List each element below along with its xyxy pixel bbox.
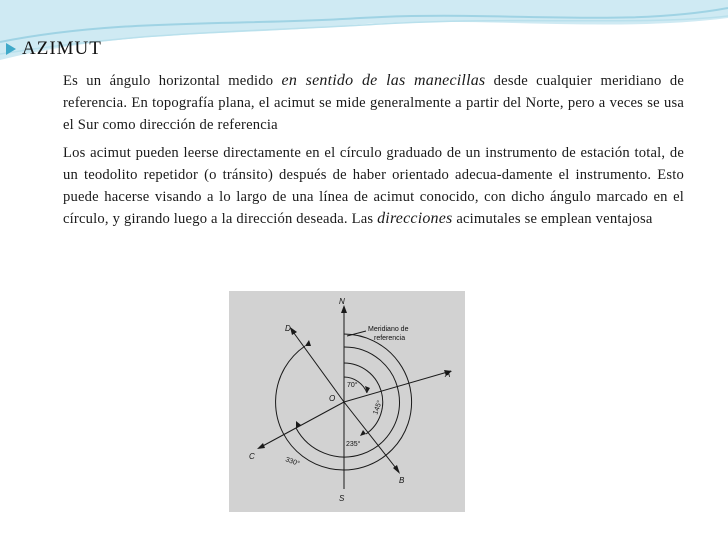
heading-row <box>6 38 102 60</box>
bullet-icon <box>6 43 16 55</box>
label-south: S <box>339 494 345 503</box>
label-angle-235: 235° <box>346 441 361 448</box>
paragraph-1 <box>63 70 684 136</box>
label-meridian-2: referencia <box>374 335 406 342</box>
arrow-145 <box>360 430 366 436</box>
label-angle-330: 330° <box>284 456 301 468</box>
label-b: B <box>399 476 405 485</box>
body-text <box>63 70 684 230</box>
label-angle-70: 70° <box>347 382 358 389</box>
paragraph-1-after: desde cualquier meridiano de referencia. En topografía plana, el acimut se mide generalmente a partir del Norte, pero a veces se usa el Sur como dirección de referencia <box>63 73 684 133</box>
paragraph-1-before: Es un ángulo horizontal medido <box>63 73 282 89</box>
line-ob <box>344 402 399 472</box>
label-a: A <box>445 370 451 379</box>
arrow-d <box>290 327 297 335</box>
decorative-wave <box>0 0 728 80</box>
label-angle-145: 145° <box>372 399 384 416</box>
slide-title: AZIMUT <box>22 38 102 59</box>
arc-145 <box>344 363 383 434</box>
paragraph-1-italic: en sentido de las manecillas <box>281 72 486 89</box>
paragraph-2-before: Los acimut pueden leerse directamente en el círculo graduado de un instrumento de estación total, de un teodolito repetidor (o tránsito) después de haber orientado adecua-damente el instrumento. Esto puede hacerse visando a lo largo de una línea de acimut conocido, con dicho ángulo marcado en el círculo, y girando luego a la dirección deseada. Las <box>63 145 684 227</box>
line-od <box>291 329 344 402</box>
line-oc <box>259 402 344 448</box>
paragraph-2 <box>63 142 684 230</box>
paragraph-2-after: acimutales se emplean ventajosa <box>452 211 653 227</box>
arrow-330 <box>305 340 311 346</box>
label-d: D <box>285 324 291 333</box>
label-origin: O <box>329 394 336 403</box>
arrow-north <box>341 305 347 313</box>
label-c: C <box>249 452 255 461</box>
azimuth-diagram <box>229 291 465 512</box>
label-north: N <box>339 297 345 306</box>
arrow-c <box>257 443 265 449</box>
paragraph-2-italic: direcciones <box>377 210 453 227</box>
label-meridian-1: Meridiano de <box>368 326 409 333</box>
